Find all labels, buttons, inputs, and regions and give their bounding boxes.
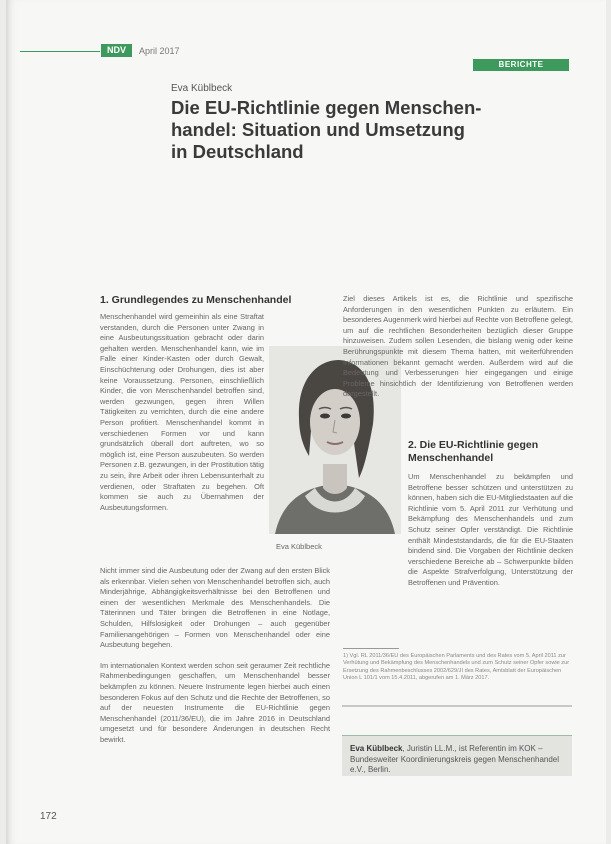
section-1-heading: 1. Grundlegendes zu Menschenhandel [100, 294, 292, 306]
section-badge: BERICHTE [473, 59, 569, 71]
title-line: handel: Situation und Umsetzung [171, 119, 465, 140]
section-1-para-1 [100, 312, 264, 523]
journal-badge: NDV [101, 44, 132, 57]
author-box-info: , Juristin LL.M., ist Referentin im KOK – Bundesweiter Koordinierungskreis gegen Menschenhandel e.V., Berlin. [350, 744, 560, 774]
issue-date: April 2017 [139, 46, 180, 56]
body-text: Um Menschenhandel zu bekämpfen und Betroffene besser schützen und unterstützen zu können, haben sich die EU-Mitgliedstaaten auf die Richtlinie vom 5. April 2011 zur Verhütung und Bekämpfung des Menschenhandels und zum Schutz seiner Opfer verständigt. Die Richtlinie enthält Mindeststandards, die für die EU-Staaten bindend sind. Die Vorgaben der Richtlinie decken verschiedene Bereiche ab – Schwerpunkte bilden die Aspekte Strafverfolgung, Unterstützung der Betroffenen und Prävention. [408, 472, 573, 587]
page-number: 172 [40, 811, 57, 822]
body-text: Im internationalen Kontext werden schon seit geraumer Zeit rechtliche Rahmenbedingungen geschaffen, um Menschenhandel besser bekämpfen zu können. Neuere Instrumente legen hierbei auch einen besonderen Fokus auf den Schutz und die Rechte der Betroffenen, so auf der neuesten Instrumente die EU-Richtlinie gegen Menschenhandel (2011/36/EU), die im Jahre 2016 in Deutschland umgesetzt und für besondere Änderungen in deutschen Recht bewirkt. [100, 660, 330, 744]
author-box-rule [342, 705, 572, 707]
body-text: Menschenhandel wird gemeinhin als eine Straftat verstanden, durch die Personen unter Zwang in eine Ausbeutungssituation gebracht oder darin gehalten werden. Menschenhandel kann, wie im Falle einer Kinder-Kasten oder durch Gewalt, Einschüchterung oder Drohungen, dies ist aber keine Voraussetzung. Personen, einschließlich Kinder, die von Menschenhandel betroffen sind, werden gezwungen, gegen ihren Willen Tätigkeiten zu verrichten, durch die eine andere Person profitiert. Menschenhandel kommt in verschiedenen Formen vor und kann grundsätzlich überall dort auftreten, wo so möglich ist, eine Person auszubeuten. So werden Personen z.B. gezwungen, in der Prostitution tätig zu sein, ihre Arbeit oder ihren Lebensunterhalt zu verdienen, oder Straftaten zu begehen. Oft kommen sie auch zu Übernahmen der Ausbeutungsformen. [100, 312, 264, 512]
portrait-caption: Eva Küblbeck [276, 542, 322, 551]
title-line: in Deutschland [171, 141, 304, 162]
section-2-body [408, 472, 573, 599]
author-box-name: Eva Küblbeck [350, 744, 403, 753]
title-line: Die EU-Richtlinie gegen Menschen- [171, 97, 482, 118]
article-author: Eva Küblbeck [171, 83, 233, 94]
footnote-rule [343, 648, 399, 649]
section-2-heading: 2. Die EU-Richtlinie gegen Menschenhandel [408, 439, 539, 464]
body-text: Ziel dieses Artikels ist es, die Richtlinie und spezifische Anforderungen in den wesentlichen Punkten zu erläutern. Ein besonderes Augenmerk wird hierbei auf Rechte von Betroffene gelegt, um auf die rechtlichen Besonderheiten bezüglich dieser Gruppe hinzuweisen. Zudem sollen Lesenden, die bislang wenig oder keine Berührungspunkte mit diesem Thema hatten, mit weiterführenden Informationen bekannt gemacht werden. Außerdem wird auf die Bedeutung und Verbesserungen hier eingegangen und einige Probleme hinsichtlich der Identifizierung von Betroffenen werden dargestellt. [343, 294, 573, 399]
author-box [342, 735, 572, 776]
header-rule [20, 51, 100, 52]
article-title [171, 97, 571, 163]
section-1-body [100, 566, 330, 756]
body-text: Nicht immer sind die Ausbeutung oder der Zwang auf den ersten Blick als erkennbar. Vielen sehen von Menschenhandel betroffen sich, auch Minderjährige, Abhängigkeitsverhältnisse bei den Betroffenen und einen der wesentlichen Merkmale des Menschenhandels. Die Täterinnen und Täter bringen die Betroffenen in eine Notlage, Schulden, Hilfslosigkeit oder Drohungen – auch gegenüber Familienangehörigen – Formen von Menschenhandel oder eine Ausbeutung begehen. [100, 566, 330, 650]
right-intro [343, 294, 573, 410]
footnote: 1) Vgl. RL 2011/36/EU des Europäischen Parlaments und des Rates vom 5. April 2011 zur Verhütung und Bekämpfung des Menschenhandels und zum Schutz seiner Opfer sowie zur Ersetzung des Rahmenbeschlusses 2002/629/JI des Rates, Amtsblatt der Europäischen Union L 101/1 vom 15.4.2011, abgerufen am 1. März 2017. [343, 653, 570, 682]
page [6, 0, 606, 844]
author-box-text [350, 744, 565, 776]
